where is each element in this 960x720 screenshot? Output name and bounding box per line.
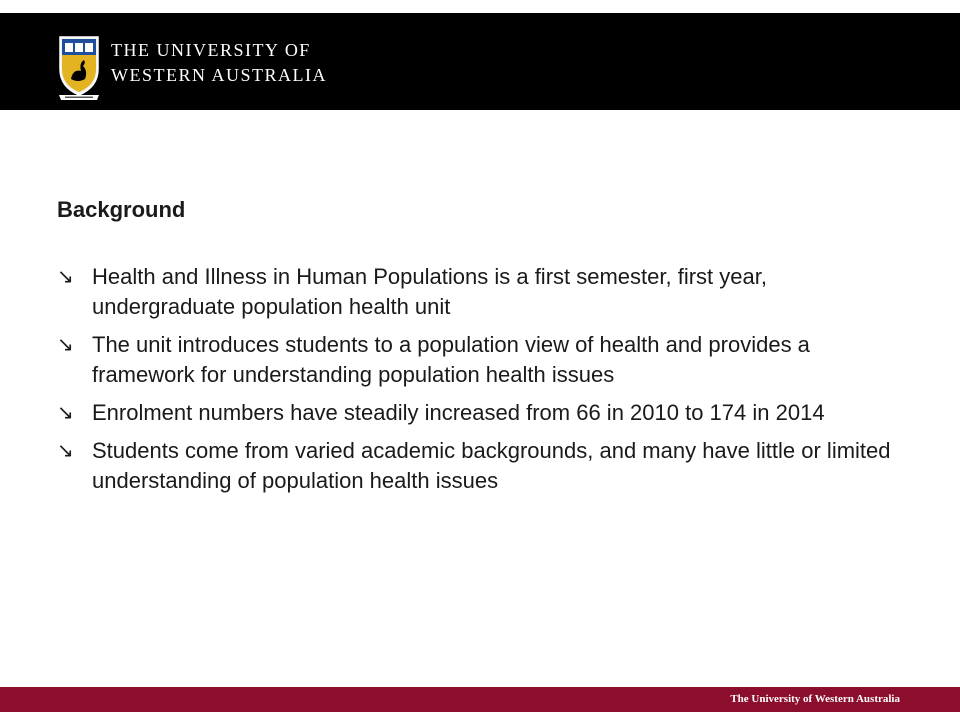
- bullet-text: Enrolment numbers have steadily increased from 66 in 2010 to 174 in 2014: [92, 400, 825, 425]
- university-crest-icon: [57, 33, 101, 103]
- bullet-text: Health and Illness in Human Populations is a first semester, first year, undergraduate population health unit: [92, 264, 767, 319]
- bullet-item: [57, 398, 907, 428]
- footer-banner: [0, 687, 960, 712]
- arrow-down-right-icon: ↘: [57, 266, 74, 288]
- bullet-item: [57, 330, 907, 390]
- bullet-list: [57, 262, 907, 504]
- arrow-down-right-icon: ↘: [57, 334, 74, 356]
- header-banner: [0, 13, 960, 110]
- wordmark-line-2: WESTERN AUSTRALIA: [111, 65, 327, 85]
- arrow-down-right-icon: ↘: [57, 402, 74, 424]
- slide-title: Background: [57, 197, 186, 222]
- wordmark-line-1: THE UNIVERSITY OF: [111, 40, 311, 60]
- arrow-down-right-icon: ↘: [57, 440, 74, 462]
- bullet-text: Students come from varied academic backgrounds, and many have little or limited understanding of population health issues: [92, 438, 891, 493]
- university-wordmark: [111, 41, 327, 91]
- bullet-item: [57, 436, 907, 496]
- bullet-text: The unit introduces students to a population view of health and provides a framework for understanding population health issues: [92, 332, 810, 387]
- bullet-item: [57, 262, 907, 322]
- footer-text: The University of Western Australia: [730, 693, 900, 705]
